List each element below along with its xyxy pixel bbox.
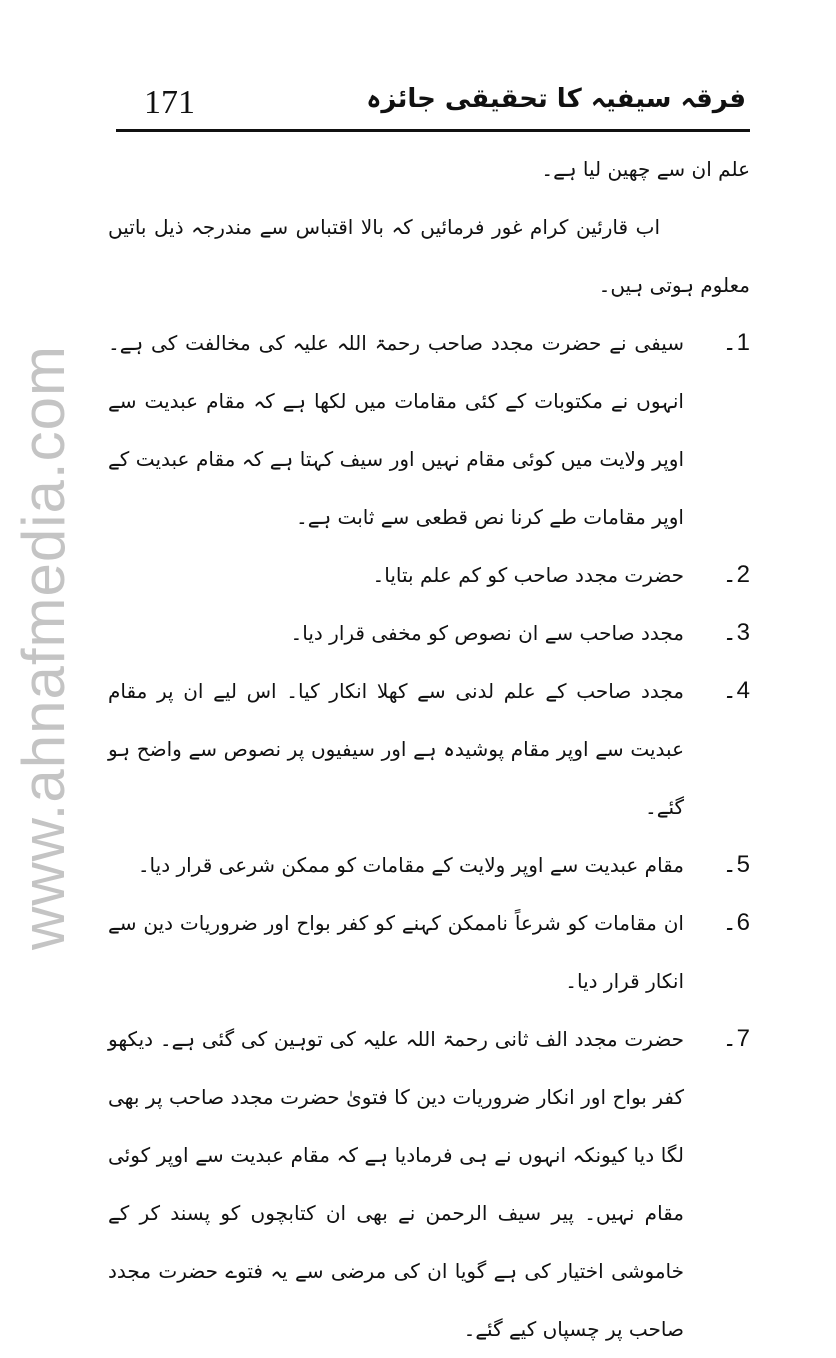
page-header [116, 72, 750, 132]
item-number: 5۔ [722, 851, 750, 878]
item-number: 6۔ [722, 909, 750, 936]
item-text: مقام عبدیت سے اوپر ولایت کے مقامات کو ممکن شرعی قرار دیا۔ [137, 853, 684, 877]
running-title: فرقہ سیفیہ کا تحقیقی جائزہ [366, 84, 746, 114]
list-item [108, 546, 750, 604]
item-text: مجدد صاحب سے ان نصوص کو مخفی قرار دیا۔ [290, 621, 684, 645]
item-number: 4۔ [722, 677, 750, 704]
list-item [108, 836, 750, 894]
paragraph-1: علم ان سے چھین لیا ہے۔ [541, 157, 750, 181]
list-item [108, 604, 750, 662]
list-item [108, 662, 750, 836]
list-item [108, 894, 750, 1010]
list-item [108, 1010, 750, 1358]
paragraph-2: اب قارئین کرام غور فرمائیں کہ بالا اقتباس سے مندرجہ ذیل باتیں معلوم ہوتی ہیں۔ [108, 215, 750, 297]
item-text: حضرت مجدد صاحب کو کم علم بتایا۔ [372, 563, 684, 587]
item-text: سیفی نے حضرت مجدد صاحب رحمۃ اللہ علیہ کی مخالفت کی ہے۔ انہوں نے مکتوبات کے کئی مقامات میں لکھا ہے کہ مقام عبدیت سے اوپر ولایت میں کوئی مقام نہیں اور سیف کہتا ہے کہ مقام عبدیت کے اوپر مقامات طے کرنا نص قطعی سے ثابت ہے۔ [108, 331, 684, 529]
item-number: 1۔ [722, 329, 750, 356]
page-content [108, 140, 750, 1358]
item-number: 3۔ [722, 619, 750, 646]
item-number: 7۔ [722, 1025, 750, 1052]
item-text: ان مقامات کو شرعاً ناممکن کہنے کو کفر بواح اور ضروریات دین سے انکار قرار دیا۔ [108, 911, 684, 993]
item-text: حضرت مجدد الف ثانی رحمۃ اللہ علیہ کی توہین کی گئی ہے۔ دیکھو کفر بواح اور انکار ضروریات دین کا فتویٰ حضرت مجدد صاحب پر بھی لگا دیا کیونکہ انہوں نے ہی فرمادیا ہے کہ مقام عبدیت سے اوپر کوئی مقام نہیں۔ پیر سیف الرحمن نے بھی ان کتابچوں کو پسند کر کے خاموشی اختیار کی ہے گویا ان کی مرضی سے یہ فتوے حضرت مجدد صاحب پر چسپاں کیے گئے۔ [108, 1027, 684, 1341]
page-number: 171 [144, 84, 195, 121]
watermark-text: www.ahnafmedia.com [10, 345, 77, 950]
item-number: 2۔ [722, 561, 750, 588]
item-text: مجدد صاحب کے علم لدنی سے کھلا انکار کیا۔ اس لیے ان پر مقام عبدیت سے اوپر مقام پوشیدہ ہے اور سیفیوں پر نصوص سے واضح ہو گئے۔ [108, 679, 684, 819]
list-item [108, 314, 750, 546]
header-rule [116, 129, 750, 132]
